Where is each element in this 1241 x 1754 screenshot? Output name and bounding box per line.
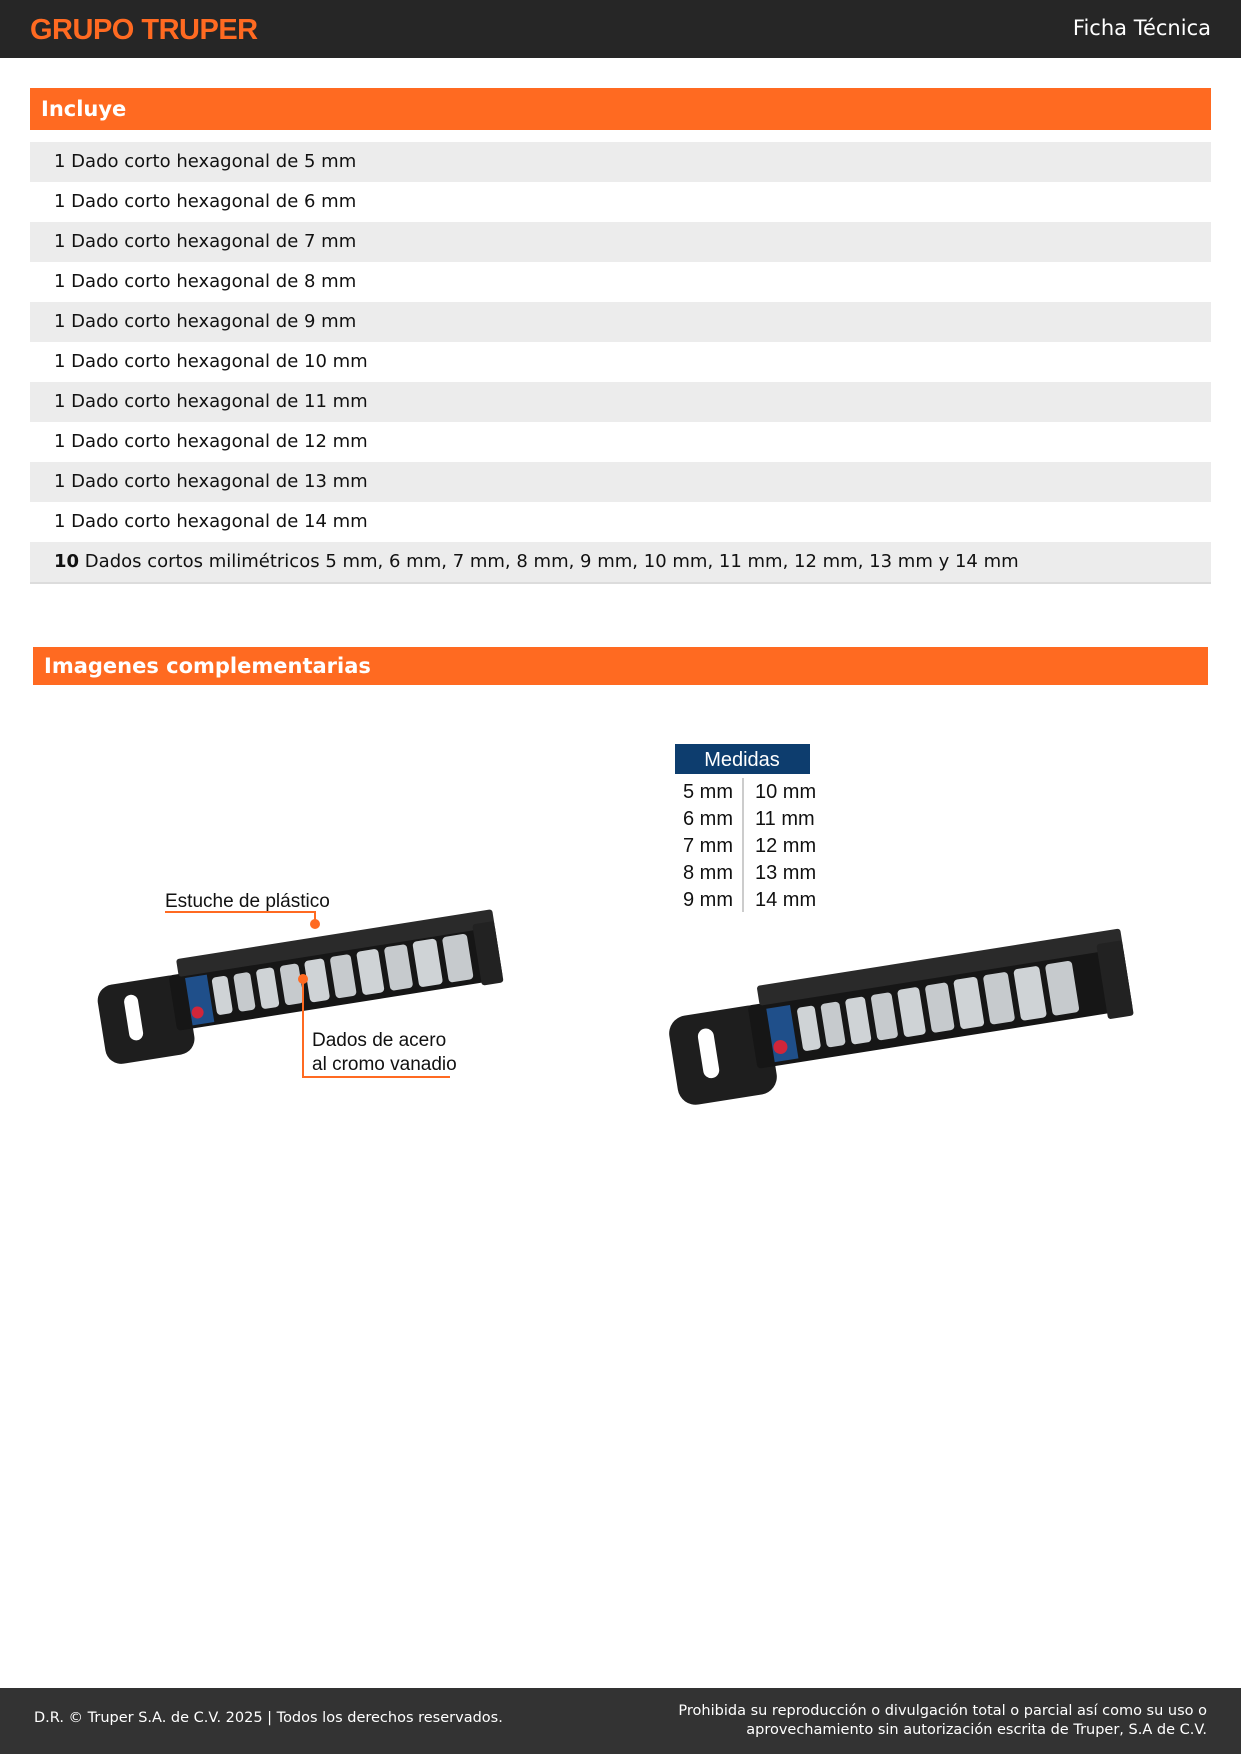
medidas-cell: 12 mm [755,835,817,857]
legal-notice [607,1702,1207,1740]
legal-notice-line1: Prohibida su reproducción o divulgación total o parcial así como su uso o [678,1703,1207,1719]
medidas-cell: 8 mm [683,862,733,884]
dados-label-line2: al cromo vanadio [312,1054,457,1075]
case-callout-line [165,912,315,924]
case-callout-dot [310,919,320,929]
medidas-cell: 6 mm [683,808,733,830]
case-label-text: Estuche de plástico [165,891,330,912]
incluye-heading: Incluye [30,88,1211,130]
page-header [0,0,1241,58]
list-item: 1 Dado corto hexagonal de 5 mm [30,142,1211,182]
medidas-cell: 7 mm [683,835,733,857]
medidas-title: Medidas [704,749,780,771]
socket-set-sizes-image [660,742,1140,1112]
list-item: 1 Dado corto hexagonal de 11 mm [30,382,1211,422]
list-item: 1 Dado corto hexagonal de 9 mm [30,302,1211,342]
medidas-cell: 14 mm [755,889,817,911]
list-item: 1 Dado corto hexagonal de 6 mm [54,191,357,212]
list-item: 1 Dado corto hexagonal de 12 mm [54,431,368,452]
list-item: 1 Dado corto hexagonal de 14 mm [54,511,368,532]
imagenes-heading: Imagenes complementarias [33,647,1208,685]
page-footer [0,1688,1241,1754]
socket-set-callout-image [90,860,510,1090]
list-item: 1 Dado corto hexagonal de 10 mm [54,351,368,372]
total-quantity: 10 [54,551,80,572]
list-item: 1 Dado corto hexagonal de 7 mm [30,222,1211,262]
list-item: 1 Dado corto hexagonal de 8 mm [54,271,357,292]
dados-label-line1: Dados de acero [312,1030,447,1051]
page-title: Ficha Técnica [1072,16,1211,40]
total-description: Dados cortos milimétricos 5 mm, 6 mm, 7 mm, 8 mm, 9 mm, 10 mm, 11 mm, 12 mm, 13 mm y 14 mm [84,551,1019,572]
medidas-cell: 10 mm [755,781,817,803]
copyright-text: D.R. © Truper S.A. de C.V. 2025 | Todos los derechos reservados. [34,1710,503,1726]
incluye-list [30,142,1211,584]
truper-logo: GRUPO TRUPER [30,14,258,46]
list-item: 1 Dado corto hexagonal de 13 mm [30,462,1211,502]
medidas-cell: 11 mm [755,808,815,830]
list-item-total [30,542,1211,582]
medidas-cell: 13 mm [755,862,817,884]
medidas-cell: 5 mm [683,781,733,803]
medidas-cell: 9 mm [683,889,733,911]
legal-notice-line2: aprovechamiento sin autorización escrita de Truper, S.A de C.V. [746,1722,1207,1738]
